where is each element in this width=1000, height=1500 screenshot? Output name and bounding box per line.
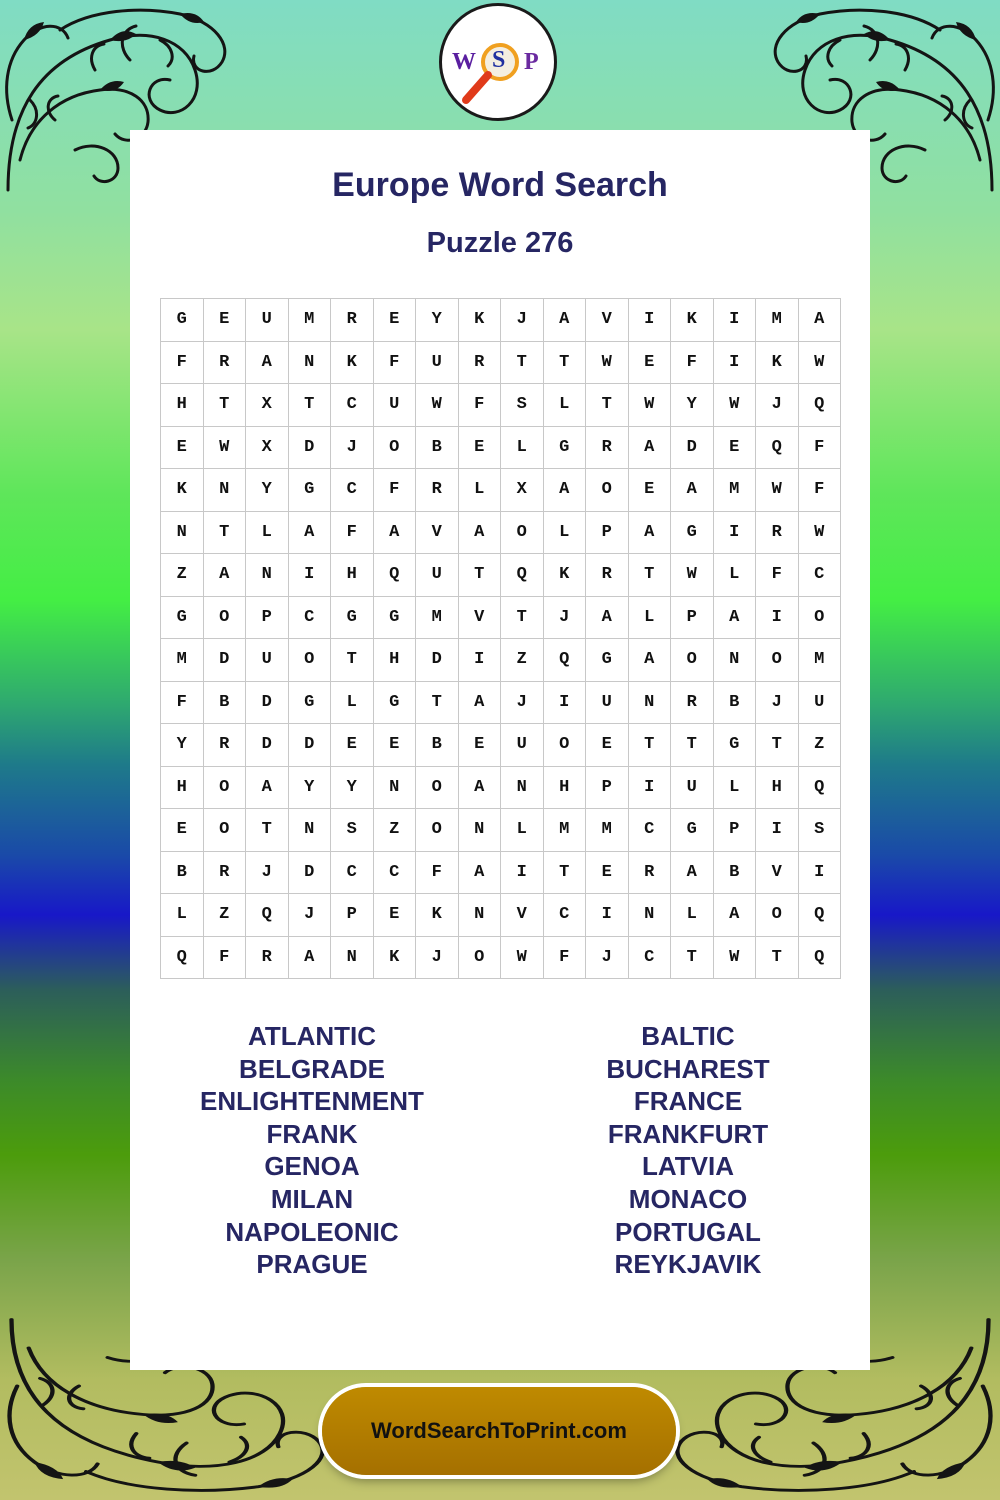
grid-cell[interactable]: O: [289, 639, 332, 682]
grid-cell[interactable]: G: [671, 512, 714, 555]
grid-cell[interactable]: W: [416, 384, 459, 427]
grid-cell[interactable]: I: [459, 639, 502, 682]
grid-cell[interactable]: L: [246, 512, 289, 555]
grid-cell[interactable]: O: [756, 639, 799, 682]
grid-cell[interactable]: N: [629, 682, 672, 725]
grid-cell[interactable]: N: [289, 809, 332, 852]
grid-cell[interactable]: U: [501, 724, 544, 767]
grid-cell[interactable]: V: [586, 299, 629, 342]
grid-cell[interactable]: I: [714, 512, 757, 555]
grid-cell[interactable]: K: [331, 342, 374, 385]
grid-cell[interactable]: K: [459, 299, 502, 342]
grid-cell[interactable]: F: [416, 852, 459, 895]
grid-cell[interactable]: P: [331, 894, 374, 937]
grid-cell[interactable]: Q: [374, 554, 417, 597]
grid-cell[interactable]: U: [416, 554, 459, 597]
grid-cell[interactable]: T: [756, 724, 799, 767]
grid-cell[interactable]: A: [289, 937, 332, 980]
grid-cell[interactable]: E: [204, 299, 247, 342]
grid-cell[interactable]: K: [544, 554, 587, 597]
grid-cell[interactable]: Q: [756, 427, 799, 470]
logo-letter-p: P: [524, 49, 539, 75]
grid-cell[interactable]: R: [204, 724, 247, 767]
puzzle-card: [130, 130, 870, 1370]
grid-cell[interactable]: N: [459, 809, 502, 852]
word-list-item: FRANK: [266, 1118, 358, 1149]
grid-cell[interactable]: O: [416, 767, 459, 810]
grid-cell[interactable]: W: [799, 342, 842, 385]
grid-cell[interactable]: M: [161, 639, 204, 682]
grid-cell[interactable]: Q: [799, 767, 842, 810]
grid-cell[interactable]: Q: [161, 937, 204, 980]
grid-cell[interactable]: A: [544, 469, 587, 512]
grid-cell[interactable]: W: [799, 512, 842, 555]
grid-cell[interactable]: W: [671, 554, 714, 597]
grid-cell[interactable]: A: [671, 469, 714, 512]
grid-cell[interactable]: F: [756, 554, 799, 597]
grid-cell[interactable]: O: [204, 597, 247, 640]
grid-cell[interactable]: T: [331, 639, 374, 682]
grid-cell[interactable]: T: [671, 937, 714, 980]
grid-cell[interactable]: O: [374, 427, 417, 470]
grid-cell[interactable]: O: [671, 639, 714, 682]
grid-cell[interactable]: O: [416, 809, 459, 852]
grid-cell[interactable]: Y: [331, 767, 374, 810]
grid-cell[interactable]: Q: [246, 894, 289, 937]
grid-cell[interactable]: N: [501, 767, 544, 810]
grid-cell[interactable]: H: [374, 639, 417, 682]
grid-cell[interactable]: O: [799, 597, 842, 640]
grid-cell[interactable]: A: [629, 639, 672, 682]
grid-cell[interactable]: H: [544, 767, 587, 810]
letter-grid[interactable]: [160, 298, 841, 979]
grid-cell[interactable]: B: [204, 682, 247, 725]
word-list-item: PRAGUE: [256, 1249, 368, 1280]
grid-cell[interactable]: B: [416, 724, 459, 767]
grid-cell[interactable]: F: [374, 342, 417, 385]
word-list-item: PORTUGAL: [615, 1216, 761, 1247]
grid-cell[interactable]: N: [161, 512, 204, 555]
grid-cell[interactable]: L: [544, 512, 587, 555]
grid-cell[interactable]: T: [501, 342, 544, 385]
grid-cell[interactable]: X: [246, 384, 289, 427]
grid-cell[interactable]: R: [331, 299, 374, 342]
grid-cell[interactable]: E: [459, 427, 502, 470]
grid-cell[interactable]: L: [501, 809, 544, 852]
grid-cell[interactable]: B: [714, 682, 757, 725]
grid-cell[interactable]: A: [799, 299, 842, 342]
grid-cell[interactable]: F: [204, 937, 247, 980]
grid-cell[interactable]: G: [161, 597, 204, 640]
grid-cell[interactable]: I: [756, 809, 799, 852]
grid-cell[interactable]: A: [459, 852, 502, 895]
grid-cell[interactable]: O: [501, 512, 544, 555]
grid-cell[interactable]: E: [714, 427, 757, 470]
grid-cell[interactable]: R: [204, 852, 247, 895]
grid-cell[interactable]: T: [204, 512, 247, 555]
grid-cell[interactable]: D: [289, 852, 332, 895]
grid-cell[interactable]: G: [714, 724, 757, 767]
grid-cell[interactable]: S: [799, 809, 842, 852]
grid-cell[interactable]: P: [671, 597, 714, 640]
word-list-item: FRANKFURT: [607, 1118, 769, 1149]
word-list-left: [132, 1020, 492, 1281]
grid-cell[interactable]: V: [459, 597, 502, 640]
grid-cell[interactable]: P: [714, 809, 757, 852]
grid-cell[interactable]: A: [544, 299, 587, 342]
word-list-item: BUCHAREST: [606, 1053, 770, 1084]
grid-cell[interactable]: Q: [799, 894, 842, 937]
grid-cell[interactable]: D: [289, 427, 332, 470]
grid-cell[interactable]: A: [246, 342, 289, 385]
grid-cell[interactable]: U: [246, 299, 289, 342]
logo-letter-s: S: [492, 47, 506, 73]
word-list-item: BELGRADE: [239, 1053, 385, 1084]
grid-cell[interactable]: E: [629, 469, 672, 512]
grid-cell[interactable]: I: [586, 894, 629, 937]
grid-cell[interactable]: A: [629, 512, 672, 555]
grid-cell[interactable]: R: [629, 852, 672, 895]
grid-cell[interactable]: Z: [799, 724, 842, 767]
grid-cell[interactable]: U: [246, 639, 289, 682]
grid-cell[interactable]: F: [544, 937, 587, 980]
grid-cell[interactable]: C: [629, 937, 672, 980]
grid-cell[interactable]: D: [246, 724, 289, 767]
grid-cell[interactable]: P: [246, 597, 289, 640]
grid-cell[interactable]: W: [501, 937, 544, 980]
grid-cell[interactable]: R: [459, 342, 502, 385]
grid-cell[interactable]: T: [416, 682, 459, 725]
grid-cell[interactable]: O: [459, 937, 502, 980]
grid-cell[interactable]: F: [799, 469, 842, 512]
grid-cell[interactable]: U: [799, 682, 842, 725]
grid-cell[interactable]: D: [204, 639, 247, 682]
grid-cell[interactable]: J: [501, 682, 544, 725]
grid-cell[interactable]: Z: [161, 554, 204, 597]
word-list-item: GENOA: [264, 1151, 360, 1182]
grid-cell[interactable]: C: [331, 852, 374, 895]
grid-cell[interactable]: F: [671, 342, 714, 385]
grid-cell[interactable]: X: [501, 469, 544, 512]
grid-cell[interactable]: M: [799, 639, 842, 682]
grid-cell[interactable]: M: [416, 597, 459, 640]
grid-cell[interactable]: E: [374, 894, 417, 937]
grid-cell[interactable]: N: [289, 342, 332, 385]
site-link-label: WordSearchToPrint.com: [371, 1418, 627, 1443]
grid-cell[interactable]: J: [289, 894, 332, 937]
grid-cell[interactable]: A: [459, 767, 502, 810]
grid-cell[interactable]: E: [374, 299, 417, 342]
grid-cell[interactable]: L: [714, 554, 757, 597]
grid-cell[interactable]: E: [374, 724, 417, 767]
grid-cell[interactable]: K: [161, 469, 204, 512]
grid-cell[interactable]: U: [671, 767, 714, 810]
grid-cell[interactable]: B: [714, 852, 757, 895]
grid-cell[interactable]: T: [629, 724, 672, 767]
word-list-item: NAPOLEONIC: [225, 1216, 399, 1247]
grid-cell[interactable]: Z: [501, 639, 544, 682]
grid-cell[interactable]: M: [586, 809, 629, 852]
grid-cell[interactable]: L: [459, 469, 502, 512]
grid-cell[interactable]: G: [289, 469, 332, 512]
grid-cell[interactable]: O: [204, 767, 247, 810]
grid-cell[interactable]: H: [756, 767, 799, 810]
grid-cell[interactable]: B: [416, 427, 459, 470]
grid-cell[interactable]: U: [586, 682, 629, 725]
grid-cell[interactable]: E: [459, 724, 502, 767]
grid-cell[interactable]: L: [544, 384, 587, 427]
grid-cell[interactable]: T: [289, 384, 332, 427]
grid-cell[interactable]: L: [331, 682, 374, 725]
grid-cell[interactable]: L: [714, 767, 757, 810]
grid-cell[interactable]: H: [331, 554, 374, 597]
grid-cell[interactable]: L: [501, 427, 544, 470]
grid-cell[interactable]: J: [416, 937, 459, 980]
grid-cell[interactable]: E: [331, 724, 374, 767]
grid-cell[interactable]: P: [586, 512, 629, 555]
grid-cell[interactable]: O: [204, 809, 247, 852]
grid-cell[interactable]: F: [459, 384, 502, 427]
grid-cell[interactable]: B: [161, 852, 204, 895]
grid-cell[interactable]: C: [331, 469, 374, 512]
grid-cell[interactable]: I: [629, 299, 672, 342]
grid-cell[interactable]: G: [161, 299, 204, 342]
grid-cell[interactable]: C: [289, 597, 332, 640]
grid-cell[interactable]: N: [629, 894, 672, 937]
grid-cell[interactable]: R: [416, 469, 459, 512]
word-list-item: MONACO: [628, 1183, 748, 1214]
grid-cell[interactable]: Y: [161, 724, 204, 767]
grid-cell[interactable]: T: [501, 597, 544, 640]
grid-cell[interactable]: T: [246, 809, 289, 852]
grid-cell[interactable]: A: [629, 427, 672, 470]
grid-cell[interactable]: A: [586, 597, 629, 640]
grid-cell[interactable]: W: [714, 937, 757, 980]
grid-cell[interactable]: I: [501, 852, 544, 895]
grid-cell[interactable]: Y: [671, 384, 714, 427]
grid-cell[interactable]: Q: [799, 937, 842, 980]
grid-cell[interactable]: R: [586, 554, 629, 597]
grid-cell[interactable]: L: [161, 894, 204, 937]
grid-cell[interactable]: E: [586, 852, 629, 895]
grid-cell[interactable]: F: [331, 512, 374, 555]
grid-cell[interactable]: Y: [246, 469, 289, 512]
grid-cell[interactable]: M: [756, 299, 799, 342]
grid-cell[interactable]: Q: [799, 384, 842, 427]
grid-cell[interactable]: Z: [374, 809, 417, 852]
grid-cell[interactable]: C: [331, 384, 374, 427]
grid-cell[interactable]: R: [246, 937, 289, 980]
grid-cell[interactable]: I: [756, 597, 799, 640]
page-title: Europe Word Search: [332, 166, 668, 204]
word-list-item: ENLIGHTENMENT: [200, 1086, 424, 1117]
grid-cell[interactable]: I: [289, 554, 332, 597]
grid-cell[interactable]: A: [714, 894, 757, 937]
grid-cell[interactable]: A: [204, 554, 247, 597]
grid-cell[interactable]: R: [756, 512, 799, 555]
grid-cell[interactable]: L: [629, 597, 672, 640]
grid-cell[interactable]: M: [714, 469, 757, 512]
grid-cell[interactable]: I: [629, 767, 672, 810]
grid-cell[interactable]: L: [671, 894, 714, 937]
grid-cell[interactable]: J: [246, 852, 289, 895]
grid-cell[interactable]: M: [289, 299, 332, 342]
grid-cell[interactable]: A: [289, 512, 332, 555]
grid-cell[interactable]: J: [501, 299, 544, 342]
grid-cell[interactable]: F: [799, 427, 842, 470]
grid-cell[interactable]: G: [374, 597, 417, 640]
grid-cell[interactable]: J: [544, 597, 587, 640]
puzzle-number: Puzzle 276: [426, 227, 574, 259]
grid-cell[interactable]: W: [714, 384, 757, 427]
grid-cell[interactable]: S: [331, 809, 374, 852]
grid-cell[interactable]: N: [204, 469, 247, 512]
grid-cell[interactable]: V: [416, 512, 459, 555]
grid-cell[interactable]: N: [374, 767, 417, 810]
grid-cell[interactable]: U: [374, 384, 417, 427]
word-list-item: BALTIC: [641, 1021, 735, 1051]
grid-cell[interactable]: Q: [544, 639, 587, 682]
grid-cell[interactable]: K: [374, 937, 417, 980]
grid-cell[interactable]: O: [586, 469, 629, 512]
grid-cell[interactable]: H: [161, 767, 204, 810]
word-list-item: REYKJAVIK: [614, 1249, 762, 1280]
grid-cell[interactable]: T: [544, 852, 587, 895]
grid-cell[interactable]: J: [756, 682, 799, 725]
grid-cell[interactable]: D: [416, 639, 459, 682]
grid-cell[interactable]: J: [586, 937, 629, 980]
grid-cell[interactable]: C: [544, 894, 587, 937]
grid-cell[interactable]: J: [756, 384, 799, 427]
grid-cell[interactable]: N: [459, 894, 502, 937]
grid-cell[interactable]: F: [374, 469, 417, 512]
grid-cell[interactable]: M: [544, 809, 587, 852]
grid-cell[interactable]: W: [756, 469, 799, 512]
word-list-item: FRANCE: [633, 1086, 743, 1117]
grid-cell[interactable]: V: [756, 852, 799, 895]
grid-cell[interactable]: E: [161, 809, 204, 852]
grid-cell[interactable]: X: [246, 427, 289, 470]
grid-cell[interactable]: T: [756, 937, 799, 980]
grid-cell[interactable]: I: [544, 682, 587, 725]
grid-cell[interactable]: A: [671, 852, 714, 895]
grid-cell[interactable]: A: [374, 512, 417, 555]
grid-cell[interactable]: I: [714, 342, 757, 385]
grid-cell[interactable]: C: [799, 554, 842, 597]
grid-cell[interactable]: G: [544, 427, 587, 470]
grid-cell[interactable]: O: [756, 894, 799, 937]
grid-cell[interactable]: W: [204, 427, 247, 470]
word-list-item: MILAN: [270, 1183, 354, 1214]
grid-cell[interactable]: U: [416, 342, 459, 385]
grid-cell[interactable]: R: [671, 682, 714, 725]
grid-cell[interactable]: G: [586, 639, 629, 682]
grid-cell[interactable]: T: [671, 724, 714, 767]
grid-cell[interactable]: D: [289, 724, 332, 767]
grid-cell[interactable]: K: [416, 894, 459, 937]
grid-cell[interactable]: C: [374, 852, 417, 895]
grid-cell[interactable]: T: [544, 342, 587, 385]
logo-letter-w: W: [452, 49, 476, 75]
site-link-button[interactable]: [322, 1387, 676, 1475]
grid-cell[interactable]: N: [246, 554, 289, 597]
grid-cell[interactable]: H: [161, 384, 204, 427]
grid-cell[interactable]: Y: [416, 299, 459, 342]
grid-cell[interactable]: K: [756, 342, 799, 385]
grid-cell[interactable]: G: [289, 682, 332, 725]
word-list-item: ATLANTIC: [247, 1021, 377, 1051]
grid-cell[interactable]: T: [586, 384, 629, 427]
grid-cell[interactable]: P: [586, 767, 629, 810]
grid-cell[interactable]: Z: [204, 894, 247, 937]
grid-cell[interactable]: I: [799, 852, 842, 895]
grid-cell[interactable]: O: [544, 724, 587, 767]
grid-cell[interactable]: D: [671, 427, 714, 470]
grid-cell[interactable]: A: [246, 767, 289, 810]
grid-cell[interactable]: A: [459, 512, 502, 555]
grid-cell[interactable]: D: [246, 682, 289, 725]
grid-cell[interactable]: W: [586, 342, 629, 385]
grid-cell[interactable]: V: [501, 894, 544, 937]
grid-cell[interactable]: N: [714, 639, 757, 682]
grid-cell[interactable]: G: [331, 597, 374, 640]
grid-cell[interactable]: C: [629, 809, 672, 852]
grid-cell[interactable]: F: [161, 682, 204, 725]
grid-cell[interactable]: K: [671, 299, 714, 342]
site-logo[interactable]: [439, 3, 557, 121]
grid-cell[interactable]: G: [671, 809, 714, 852]
grid-cell[interactable]: A: [459, 682, 502, 725]
grid-cell[interactable]: I: [714, 299, 757, 342]
grid-cell[interactable]: J: [331, 427, 374, 470]
grid-cell[interactable]: F: [161, 342, 204, 385]
grid-cell[interactable]: T: [459, 554, 502, 597]
grid-cell[interactable]: W: [629, 384, 672, 427]
word-list-right: [508, 1020, 868, 1281]
grid-cell[interactable]: T: [204, 384, 247, 427]
grid-cell[interactable]: G: [374, 682, 417, 725]
grid-cell[interactable]: T: [629, 554, 672, 597]
grid-cell[interactable]: A: [714, 597, 757, 640]
grid-cell[interactable]: E: [629, 342, 672, 385]
grid-cell[interactable]: R: [586, 427, 629, 470]
grid-cell[interactable]: N: [331, 937, 374, 980]
grid-cell[interactable]: Q: [501, 554, 544, 597]
grid-cell[interactable]: E: [161, 427, 204, 470]
word-list-item: LATVIA: [642, 1151, 734, 1182]
grid-cell[interactable]: R: [204, 342, 247, 385]
grid-cell[interactable]: E: [586, 724, 629, 767]
grid-cell[interactable]: Y: [289, 767, 332, 810]
grid-cell[interactable]: S: [501, 384, 544, 427]
